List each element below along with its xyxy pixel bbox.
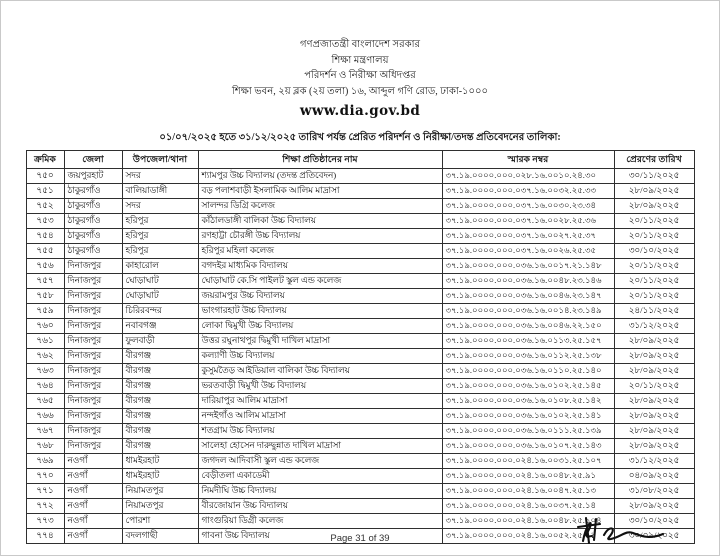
cell-upazila: বীরগঞ্জ (122, 378, 198, 393)
cell-institution: বড় পলাশবাড়ী ইসলামিক আলিম মাদ্রাসা (198, 183, 442, 198)
cell-institution: নন্দইগাঁও আলিম মাদ্রাসা (198, 408, 442, 423)
cell-date: ২০/১১/২০২৫ (614, 273, 694, 288)
cell-district: দিনাজপুর (64, 408, 122, 423)
cell-memo: ৩৭.১৯.০০০০.০০০.০৩৬.১৬.০১১৩.২৫.১৫৭ (442, 333, 614, 348)
cell-upazila: বীরগঞ্জ (122, 438, 198, 453)
table-header-row (26, 150, 694, 168)
cell-institution: জগদল আদিবাসী স্কুল এন্ড কলেজ (198, 453, 442, 468)
cell-serial: ৭৬৬ (26, 408, 64, 423)
cell-upazila: ফুলবাড়ী (122, 333, 198, 348)
table-row (26, 198, 694, 213)
cell-serial: ৭৬২ (26, 348, 64, 363)
cell-institution: কাঁঠালডাঙ্গী বালিকা উচ্চ বিদ্যালয় (198, 213, 442, 228)
cell-memo: ৩৭.১৯.০০০০.০০০.০৩৬.১৬.০১১২.২৫.১৩৮ (442, 348, 614, 363)
cell-serial: ৭৫৮ (26, 288, 64, 303)
cell-district: জয়পুরহাট (64, 168, 122, 183)
cell-serial: ৭৫২ (26, 198, 64, 213)
cell-upazila: বীরগঞ্জ (122, 363, 198, 378)
cell-institution: সালেহা হোসেন দারুছুন্নাত দাখিল মাদ্রাসা (198, 438, 442, 453)
cell-serial: ৭৫৫ (26, 243, 64, 258)
table-row (26, 468, 694, 483)
table-row (26, 378, 694, 393)
cell-memo: ৩৭.১৯.০০০০.০০০.০৩৭.১৬.০০৩০.২৩.৩৪ (442, 198, 614, 213)
header-website: www.dia.gov.bd (299, 103, 421, 119)
cell-memo: ৩৭.১৯.০০০০.০০০.০২৮.১৬.০০১০.২৪.৩০ (442, 168, 614, 183)
table-row (26, 183, 694, 198)
cell-district: দিনাজপুর (64, 423, 122, 438)
cell-upazila: পোরশা (122, 513, 198, 528)
cell-upazila: কাহারোল (122, 258, 198, 273)
cell-serial: ৭৬০ (26, 318, 64, 333)
cell-district: নওগাঁ (64, 483, 122, 498)
cell-institution: জয়রামপুর উচ্চ বিদ্যালয় (198, 288, 442, 303)
cell-serial: ৭৬১ (26, 333, 64, 348)
cell-serial: ৭৫৯ (26, 303, 64, 318)
column-header-serial: ক্রমিক (26, 150, 64, 168)
cell-upazila: ঘোড়াঘাট (122, 273, 198, 288)
cell-date: ২৮/০৯/২০২৫ (614, 363, 694, 378)
cell-serial: ৭৭০ (26, 468, 64, 483)
column-header-institution: শিক্ষা প্রতিষ্ঠানের নাম (198, 150, 442, 168)
cell-memo: ৩৭.১৯.০০০০.০০০.০৩৬.১৬.০১১০.২৫.১৪০ (442, 363, 614, 378)
cell-date: ৩০/১০/২০২৫ (614, 513, 694, 528)
cell-upazila: নিয়ামতপুর (122, 483, 198, 498)
header-govt-line: গণপ্রজাতন্ত্রী বাংলাদেশ সরকার (299, 39, 421, 50)
cell-memo: ৩৭.১৯.০০০০.০০০.০৩৭.১৬.০০২৬.২৫.৩৫ (442, 243, 614, 258)
table-row (26, 453, 694, 468)
cell-upazila: হরিপুর (122, 243, 198, 258)
cell-upazila: সদর (122, 198, 198, 213)
cell-date: ৩০/১০/২০২৫ (614, 243, 694, 258)
cell-district: দিনাজপুর (64, 348, 122, 363)
cell-memo: ৩৭.১৯.০০০০.০০০.০২৪.১৬.০০৪৭.২৫.১৩ (442, 483, 614, 498)
cell-memo: ৩৭.১৯.০০০০.০০০.০৩৬.১৬.০০৪৬.২২.১৫০ (442, 318, 614, 333)
cell-date: ২৮/০৯/২০২৫ (614, 498, 694, 513)
cell-date: ২০/১১/২০২৫ (614, 258, 694, 273)
cell-district: ঠাকুরগাঁও (64, 228, 122, 243)
cell-date: ২০/১১/২০২৫ (614, 288, 694, 303)
cell-district: নওগাঁ (64, 528, 122, 543)
cell-serial: ৭৬৪ (26, 378, 64, 393)
table-row (26, 498, 694, 513)
cell-institution: হরিপুর মহিলা কলেজ (198, 243, 442, 258)
cell-institution: কল্যাণী উচ্চ বিদ্যালয় (198, 348, 442, 363)
table-row (26, 243, 694, 258)
cell-memo: ৩৭.১৯.০০০০.০০০.০৩৬.১৬.০০১৭.২১.১৪৮ (442, 258, 614, 273)
column-header-memo: স্মারক নম্বর (442, 150, 614, 168)
cell-serial: ৭৬৯ (26, 453, 64, 468)
report-table (26, 150, 695, 544)
cell-date: ২৮/০৯/২০২৫ (614, 183, 694, 198)
table-row (26, 348, 694, 363)
table-row (26, 258, 694, 273)
cell-date: ৩১/১২/২০২৫ (614, 318, 694, 333)
document-header (1, 1, 719, 122)
cell-district: ঠাকুরগাঁও (64, 198, 122, 213)
cell-institution: ঘোড়াঘাট কে.সি পাইলট স্কুল এন্ড কলেজ (198, 273, 442, 288)
cell-upazila: সদর (122, 168, 198, 183)
cell-date: ২৮/০৯/২০২৫ (614, 333, 694, 348)
cell-upazila: হরিপুর (122, 213, 198, 228)
cell-date: ২৮/০৯/২০২৫ (614, 423, 694, 438)
cell-upazila: বীরগঞ্জ (122, 423, 198, 438)
cell-district: নওগাঁ (64, 498, 122, 513)
cell-institution: নিমদীঘি উচ্চ বিদ্যালয় (198, 483, 442, 498)
cell-institution: লোকা দ্বিমুখী উচ্চ বিদ্যালয় (198, 318, 442, 333)
cell-memo: ৩৭.১৯.০০০০.০০০.০২৪.১৬.০০৫২.২৫.১১ (442, 528, 614, 543)
cell-district: দিনাজপুর (64, 393, 122, 408)
cell-institution: বগদইর মাধ্যমিক বিদ্যালয় (198, 258, 442, 273)
cell-upazila: হরিপুর (122, 228, 198, 243)
cell-memo: ৩৭.১৯.০০০০.০০০.০৩৭.১৬.০০২৭.২৫.৩৭ (442, 228, 614, 243)
table-row (26, 288, 694, 303)
table-row (26, 168, 694, 183)
header-address-line: শিক্ষা ভবন, ২য় ব্লক (২য় তলা) ১৬, আব্দুল গণি রোড, ঢাকা-১০০০ (231, 85, 489, 97)
column-header-district: জেলা (64, 150, 122, 168)
cell-serial: ৭৫৪ (26, 228, 64, 243)
cell-district: ঠাকুরগাঁও (64, 213, 122, 228)
cell-serial: ৭৬৫ (26, 393, 64, 408)
cell-institution: শ্যামপুর উচ্চ বিদ্যালয় (তদন্ত প্রতিবেদন) (198, 168, 442, 183)
table-row (26, 363, 694, 378)
cell-institution: কুসুমতৈড় আইডিয়াল বালিকা উচ্চ বিদ্যালয় (198, 363, 442, 378)
cell-district: দিনাজপুর (64, 333, 122, 348)
cell-upazila: নবাবগঞ্জ (122, 318, 198, 333)
cell-serial: ৭৫১ (26, 183, 64, 198)
signature-icon (571, 513, 667, 549)
cell-serial: ৭৭৪ (26, 528, 64, 543)
cell-date: ৩১/১২/২০২৫ (614, 453, 694, 468)
cell-district: ঠাকুরগাঁও (64, 243, 122, 258)
cell-institution: উত্তর রঘুনাথপুর দ্বিমুখী দাখিল মাদ্রাসা (198, 333, 442, 348)
table-row (26, 393, 694, 408)
table-row (26, 333, 694, 348)
cell-institution: বেড়ীতলা একাডেমী (198, 468, 442, 483)
cell-serial: ৭৫৭ (26, 273, 64, 288)
cell-date: ২৮/০৯/২০২৫ (614, 348, 694, 363)
cell-district: নওগাঁ (64, 513, 122, 528)
cell-date: ২৮/০৯/২০২৫ (614, 438, 694, 453)
table-row (26, 213, 694, 228)
cell-date: ২৮/০৯/২০২৫ (614, 393, 694, 408)
cell-date: ২৪/১১/২০২৫ (614, 303, 694, 318)
table-row (26, 303, 694, 318)
cell-date: ২৮/০৯/২০২৫ (614, 198, 694, 213)
cell-serial: ৭৫৬ (26, 258, 64, 273)
cell-upazila: নিয়ামতপুর (122, 498, 198, 513)
cell-district: দিনাজপুর (64, 258, 122, 273)
cell-memo: ৩৭.১৯.০০০০.০০০.০৩৬.১৬.০১০৭.২৫.১৪৩ (442, 438, 614, 453)
cell-institution: দারিয়াপুর আলিম মাদ্রাসা (198, 393, 442, 408)
cell-date: ২০/১১/২০২৫ (614, 378, 694, 393)
table-row (26, 273, 694, 288)
table-row (26, 228, 694, 243)
cell-institution: বীরজোয়ান উচ্চ বিদ্যালয় (198, 498, 442, 513)
cell-institution: ভাংগারহাট উচ্চ বিদ্যালয় (198, 303, 442, 318)
table-caption: ০১/০৭/২০২৫ হতে ৩১/১২/২০২৫ তারিখ পর্যন্ত প্রেরিত পরিদর্শন ও নিরীক্ষা/তদন্ত প্রতিবেদনের তালিকা: (159, 131, 561, 143)
page-number-label: Page 31 of 39 (330, 533, 390, 544)
cell-district: দিনাজপুর (64, 273, 122, 288)
cell-date: ৩১/০৮/২০২৫ (614, 483, 694, 498)
cell-serial: ৭৭১ (26, 483, 64, 498)
cell-district: দিনাজপুর (64, 363, 122, 378)
cell-institution: ভরতবাড়ী দ্বিমুখী উচ্চ বিদ্যালয় (198, 378, 442, 393)
table-row (26, 408, 694, 423)
cell-upazila: বদলগাছী (122, 528, 198, 543)
cell-district: দিনাজপুর (64, 378, 122, 393)
cell-date: ৩০/০৯/২০২৫ (614, 528, 694, 543)
cell-district: নওগাঁ (64, 453, 122, 468)
cell-date: ২০/১১/২০২৫ (614, 213, 694, 228)
cell-memo: ৩৭.১৯.০০০০.০০০.০৩৭.১৬.০০২৮.২৫.৩৬ (442, 213, 614, 228)
cell-memo: ৩৭.১৯.০০০০.০০০.০২৪.১৬.০০৩১.২৫.১০৭ (442, 453, 614, 468)
cell-upazila: বীরগঞ্জ (122, 393, 198, 408)
table-row (26, 483, 694, 498)
header-directorate-line: পরিদর্শন ও নিরীক্ষা অধিদপ্তর (304, 70, 416, 81)
column-header-upazila: উপজেলা/থানা (122, 150, 198, 168)
cell-memo: ৩৭.১৯.০০০০.০০০.০৩৬.১৬.০১০২.২৫.১৪৫ (442, 378, 614, 393)
table-row (26, 318, 694, 333)
cell-district: ঠাকুরগাঁও (64, 183, 122, 198)
cell-institution: গাবনা উচ্চ বিদ্যালয় (198, 528, 442, 543)
cell-institution: শতগ্রাম উচ্চ বিদ্যালয় (198, 423, 442, 438)
header-ministry-line: শিক্ষা মন্ত্রণালয় (331, 54, 389, 66)
cell-serial: ৭৫৩ (26, 213, 64, 228)
cell-upazila: বীরগঞ্জ (122, 348, 198, 363)
cell-upazila: ধামইরহাট (122, 468, 198, 483)
cell-memo: ৩৭.১৯.০০০০.০০০.০৩৬.১৬.০০৪৬.২৩.১৪৭ (442, 288, 614, 303)
cell-date: ২৮/০৯/২০২৫ (614, 408, 694, 423)
cell-memo: ৩৭.১৯.০০০০.০০০.০৩৬.১৬.০১০২.২৫.১৪১ (442, 408, 614, 423)
cell-district: দিনাজপুর (64, 438, 122, 453)
cell-memo: ৩৭.১৯.০০০০.০০০.০২৪.১৬.০০৪৮.২৫.৯১ (442, 468, 614, 483)
column-header-date: প্রেরণের তারিখ (614, 150, 694, 168)
cell-date: ৩০/১১/২০২৫ (614, 168, 694, 183)
cell-memo: ৩৭.১৯.০০০০.০০০.০৩৬.১৬.০১১১.২৫.১৩৯ (442, 423, 614, 438)
cell-memo: ৩৭.১৯.০০০০.০০০.০৩৬.১৬.০১০৮.২৫.১৪২ (442, 393, 614, 408)
cell-date: ২০/১১/২০২৫ (614, 228, 694, 243)
cell-serial: ৭৬৮ (26, 438, 64, 453)
cell-institution: সালন্দর ডিগ্রি কলেজ (198, 198, 442, 213)
cell-institution: রণহাট্টা চৌরঙ্গী উচ্চ বিদ্যালয় (198, 228, 442, 243)
table-row (26, 438, 694, 453)
cell-upazila: ঘোড়াঘাট (122, 288, 198, 303)
cell-district: নওগাঁ (64, 468, 122, 483)
cell-serial: ৭৭৩ (26, 513, 64, 528)
cell-upazila: বালিয়াডাঙ্গী (122, 183, 198, 198)
table-row (26, 423, 694, 438)
cell-memo: ৩৭.১৯.০০০০.০০০.০২৪.১৬.০০৩৭.২৫.১৪ (442, 498, 614, 513)
cell-institution: গাংগুরিয়া ডিগ্রী কলেজ (198, 513, 442, 528)
cell-upazila: ধামইরহাট (122, 453, 198, 468)
cell-memo: ৩৭.১৯.০০০০.০০০.০৩৬.১৬.০০১৪.২৩.১৪৯ (442, 303, 614, 318)
cell-memo: ৩৭.১৯.০০০০.০০০.০৩৭.১৬.০০৩২.২৫.৩৩ (442, 183, 614, 198)
cell-serial: ৭৫০ (26, 168, 64, 183)
cell-serial: ৭৬৩ (26, 363, 64, 378)
cell-memo: ৩৭.১৯.০০০০.০০০.০৩৬.১৬.০০৪৮.২৩.১৪৬ (442, 273, 614, 288)
cell-district: দিনাজপুর (64, 303, 122, 318)
cell-upazila: বীরগঞ্জ (122, 408, 198, 423)
cell-date: ০৪/০৯/২০২৫ (614, 468, 694, 483)
cell-upazila: চিরিরবন্দর (122, 303, 198, 318)
cell-serial: ৭৬৭ (26, 423, 64, 438)
cell-district: দিনাজপুর (64, 288, 122, 303)
cell-serial: ৭৭২ (26, 498, 64, 513)
cell-district: দিনাজপুর (64, 318, 122, 333)
cell-memo: ৩৭.১৯.০০০০.০০০.০২৪.১৬.০০৪৮.২৫.১০৪ (442, 513, 614, 528)
handwritten-signature (571, 513, 667, 549)
